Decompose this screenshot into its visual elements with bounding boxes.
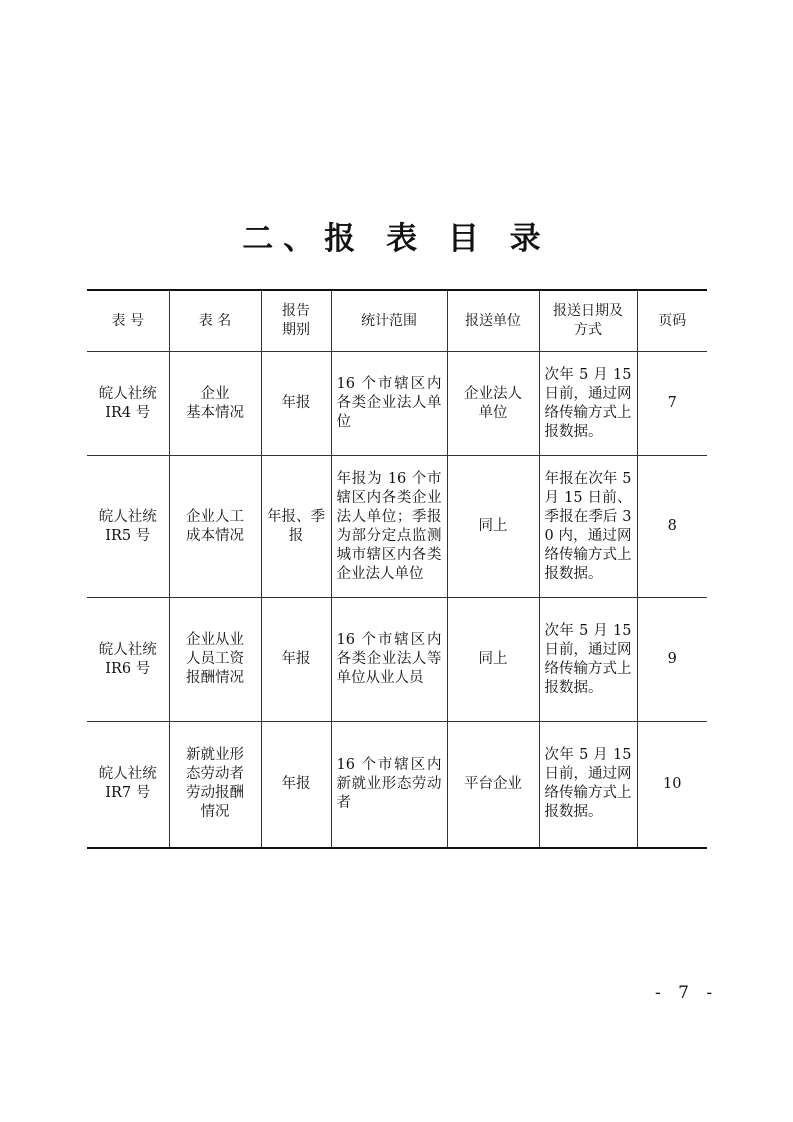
cell-code: 皖人社统 IR4 号 bbox=[87, 352, 169, 456]
cell-deadline: 次年 5 月 15 日前，通过网络传输方式上报数据。 bbox=[539, 722, 637, 848]
table-row bbox=[87, 722, 707, 848]
cell-unit: 同上 bbox=[447, 598, 539, 722]
cell-code: 皖人社统 IR7 号 bbox=[87, 722, 169, 848]
page-number: - 7 - bbox=[655, 983, 719, 1003]
header-unit: 报送单位 bbox=[447, 290, 539, 352]
cell-scope: 16 个市辖区内各类企业法人单位 bbox=[331, 352, 447, 456]
cell-page: 9 bbox=[637, 598, 707, 722]
header-code: 表 号 bbox=[87, 290, 169, 352]
cell-deadline: 次年 5 月 15 日前，通过网络传输方式上报数据。 bbox=[539, 598, 637, 722]
cell-unit: 同上 bbox=[447, 456, 539, 598]
cell-name: 企业 基本情况 bbox=[169, 352, 261, 456]
cell-unit: 企业法人 单位 bbox=[447, 352, 539, 456]
header-deadline: 报送日期及 方式 bbox=[539, 290, 637, 352]
cell-scope: 16 个市辖区内新就业形态劳动者 bbox=[331, 722, 447, 848]
cell-name: 企业从业 人员工资 报酬情况 bbox=[169, 598, 261, 722]
table-row bbox=[87, 352, 707, 456]
page-title: 二、报 表 目 录 bbox=[242, 221, 551, 257]
cell-period: 年报 bbox=[261, 598, 331, 722]
cell-page: 8 bbox=[637, 456, 707, 598]
cell-scope: 年报为 16 个市辖区内各类企业法人单位；季报为部分定点监测城市辖区内各类企业法人单位 bbox=[331, 456, 447, 598]
cell-deadline: 年报在次年 5 月 15 日前、季报在季后 30 内，通过网络传输方式上报数据。 bbox=[539, 456, 637, 598]
cell-page: 10 bbox=[637, 722, 707, 848]
header-page: 页码 bbox=[637, 290, 707, 352]
report-catalog-table bbox=[87, 289, 707, 849]
cell-scope: 16 个市辖区内各类企业法人等单位从业人员 bbox=[331, 598, 447, 722]
cell-period: 年报、季报 bbox=[261, 456, 331, 598]
table-row bbox=[87, 598, 707, 722]
table-header-row bbox=[87, 290, 707, 352]
table-row bbox=[87, 456, 707, 598]
header-name: 表 名 bbox=[169, 290, 261, 352]
cell-period: 年报 bbox=[261, 352, 331, 456]
cell-code: 皖人社统 IR6 号 bbox=[87, 598, 169, 722]
cell-name: 企业人工 成本情况 bbox=[169, 456, 261, 598]
cell-unit: 平台企业 bbox=[447, 722, 539, 848]
header-scope: 统计范围 bbox=[331, 290, 447, 352]
cell-period: 年报 bbox=[261, 722, 331, 848]
cell-code: 皖人社统 IR5 号 bbox=[87, 456, 169, 598]
cell-name: 新就业形 态劳动者 劳动报酬 情况 bbox=[169, 722, 261, 848]
cell-deadline: 次年 5 月 15 日前，通过网络传输方式上报数据。 bbox=[539, 352, 637, 456]
cell-page: 7 bbox=[637, 352, 707, 456]
header-period: 报告 期别 bbox=[261, 290, 331, 352]
